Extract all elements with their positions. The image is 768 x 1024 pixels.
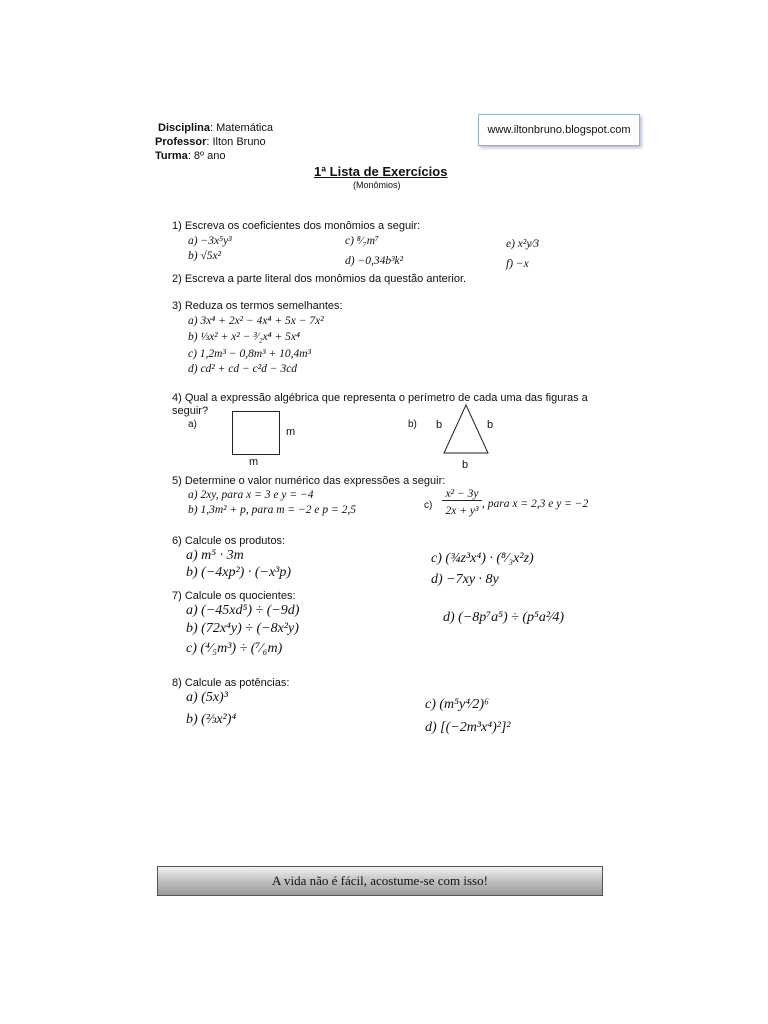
- q1-item-f: f) −x: [506, 258, 529, 270]
- q5-c-numerator: x² − 3y: [442, 488, 482, 501]
- q8-item-b: b) (⅔x²)⁴: [186, 712, 237, 727]
- q7-prompt: 7) Calcule os quocientes:: [172, 590, 296, 602]
- q2-prompt: 2) Escreva a parte literal dos monômios da questão anterior.: [172, 273, 467, 285]
- q6-item-b: b) (−4xp²) · (−x³p): [186, 565, 292, 580]
- q4-triangle-side-left: b: [436, 419, 443, 431]
- professor-label: Professor: [155, 136, 207, 148]
- footer-quote: A vida não é fácil, acostume-se com isso!: [272, 873, 488, 888]
- q1-item-d: d) −0,34b³k²: [345, 255, 404, 267]
- q5-c-denominator: 2x + y³: [445, 505, 479, 517]
- q5-c-condition: , para x = 2,3 e y = −2: [482, 498, 589, 510]
- class-label: Turma: [155, 150, 188, 162]
- q5-item-a: a) 2xy, para x = 3 e y = −4: [188, 489, 314, 501]
- q5-prompt: 5) Determine o valor numérico das expressões a seguir:: [172, 475, 446, 487]
- q4-square-side-bottom: m: [249, 456, 259, 468]
- q3-item-c: c) 1,2m³ − 0,8m³ + 10,4m³: [188, 348, 311, 360]
- q8-prompt: 8) Calcule as potências:: [172, 677, 290, 689]
- q1-item-b: b) √5x²: [188, 250, 222, 262]
- q8-item-d: d) [(−2m³x⁴)²]²: [425, 720, 511, 735]
- q7-item-c: c) (⁴⁄₅m³) ÷ (⁷⁄₆m): [186, 641, 283, 656]
- q6-item-d: d) −7xy · 8y: [431, 572, 499, 587]
- blog-url: www.iltonbruno.blogspot.com: [487, 124, 631, 136]
- discipline-label: Disciplina: [158, 122, 210, 134]
- q6-prompt: 6) Calcule os produtos:: [172, 535, 286, 547]
- class-value: : 8º ano: [187, 150, 226, 162]
- q6-item-a: a) m⁵ · 3m: [186, 548, 244, 563]
- q5-label-c: c): [424, 500, 433, 511]
- professor-value: : Ilton Bruno: [206, 136, 266, 148]
- q3-prompt: 3) Reduza os termos semelhantes:: [172, 300, 343, 312]
- q1-item-e: e) x²y⁄3: [506, 238, 540, 250]
- q3-item-b: b) ⅓x² + x² − ³⁄₂x⁴ + 5x⁴: [188, 331, 301, 343]
- q4-triangle-side-right: b: [487, 419, 494, 431]
- page-subtitle: (Monômios): [353, 180, 401, 190]
- q1-item-a: a) −3x⁵y³: [188, 235, 232, 247]
- q3-item-d: d) cd² + cd − c²d − 3cd: [188, 363, 298, 375]
- q4-square-figure: [232, 411, 280, 455]
- q4-prompt-line2: seguir?: [172, 405, 209, 417]
- class-line: [155, 150, 225, 162]
- q4-label-a: a): [188, 419, 197, 430]
- q7-item-a: a) (−45xd⁵) ÷ (−9d): [186, 603, 300, 618]
- discipline-line: [158, 122, 273, 134]
- q4-triangle-side-bottom: b: [462, 459, 469, 471]
- q4-triangle-figure: [440, 403, 500, 459]
- q3-item-a: a) 3x⁴ + 2x² − 4x⁴ + 5x − 7x²: [188, 315, 324, 327]
- blog-url-box: [478, 114, 640, 146]
- q8-item-c: c) (m⁵y⁴⁄2)⁶: [425, 697, 489, 712]
- q5-item-b: b) 1,3m² + p, para m = −2 e p = 2,5: [188, 504, 357, 516]
- q1-item-c: c) ⁸⁄₇m⁷: [345, 235, 380, 247]
- q7-item-d: d) (−8p⁷a⁵) ÷ (p⁵a²⁄4): [443, 610, 565, 625]
- q4-label-b: b): [408, 419, 417, 430]
- q1-prompt: 1) Escreva os coeficientes dos monômios a seguir:: [172, 220, 421, 232]
- footer-banner: [157, 866, 603, 896]
- professor-line: [155, 136, 266, 148]
- discipline-value: : Matemática: [209, 122, 273, 134]
- page-title: 1ª Lista de Exercícios: [314, 164, 448, 179]
- q4-prompt-line1: 4) Qual a expressão algébrica que representa o perímetro de cada uma das figuras a: [172, 392, 588, 404]
- q8-item-a: a) (5x)³: [186, 690, 228, 705]
- q4-square-side-right: m: [286, 426, 296, 438]
- q6-item-c: c) (¾z³x⁴) · (⁸⁄₃x²z): [431, 551, 534, 566]
- q7-item-b: b) (72x⁴y) ÷ (−8x²y): [186, 621, 299, 636]
